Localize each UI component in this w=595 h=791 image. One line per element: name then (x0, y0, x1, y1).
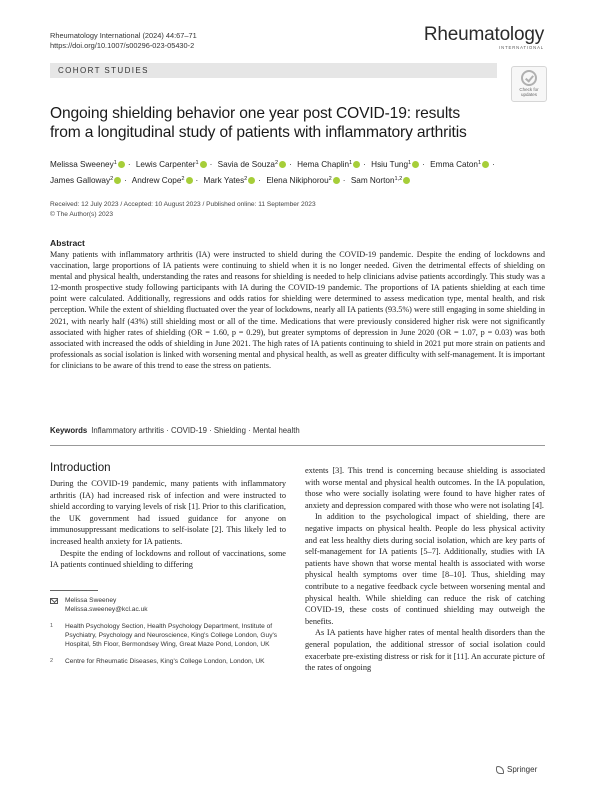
author-list: Melissa Sweeney$^1$ · Lewis Carpenter$^1$ · Savia de Souza$^2$ · Hema Chaplin$^1$ · Hsiu Tung$^1$ · Emma Caton$^1$ · James Galloway$^2$ · Andrew Cope$^2$ · Mark Yates$^2$ · Elena Nikiphorou$^2$ · Sam Norton$^{1,2}$ (50, 160, 495, 185)
section-label: COHORT STUDIES (50, 63, 497, 78)
intro-left-column (50, 478, 286, 571)
check-updates-icon (521, 70, 537, 86)
orcid-icon[interactable] (118, 161, 125, 168)
orcid-icon[interactable] (353, 161, 360, 168)
author[interactable]: Hema Chaplin$^1$ (297, 160, 360, 169)
author[interactable]: Mark Yates$^2$ (204, 176, 256, 185)
check-updates-label-2: updates (520, 92, 537, 97)
affiliation-text: Health Psychology Section, Health Psychology Department, Institute of Psychiatry, Psychology and Neuroscience, King's College London, Guy's Hospital, 5th Floor, Bermondsey Wing, Great Maze Pond, London, UK (65, 623, 278, 648)
publication-dates (50, 200, 316, 220)
paragraph: As IA patients have higher rates of mental health disorders than the general population, the additional stressor of social isolation could exacerbate pre-existing distress or risk for it [11]. An accurate picture of the rates of ongoing (305, 628, 545, 673)
author[interactable]: Lewis Carpenter$^1$ (136, 160, 207, 169)
author[interactable]: Hsiu Tung$^1$ (371, 160, 419, 169)
running-header (50, 31, 197, 51)
publisher-logo (496, 765, 537, 774)
author[interactable]: Andrew Cope$^2$ (132, 176, 193, 185)
paragraph: extents [3]. This trend is concerning because shielding is associated with worse mental and physical health outcomes. In the IA population, those who were socially isolating were found to have higher rates of anxiety and depression compared with those who were not isolating [4]. (305, 466, 545, 510)
paragraph: In addition to the psychological impact of shielding, there are negative impacts on physical health. People do less physical activity and eat less healthy diets during social isolation, which are key parts of self-management for IA patients [5–7]. Additionally, studies with IA patients have shown that worse mental health is associated with worse physical health symptoms over time [8–10]. Thus, shielding may contribute to a negative feedback cycle between worsening mental and physical health. While shielding can reduce the risk of catching COVID-19, these costs of continued shielding may outweigh the benefits. (305, 512, 545, 626)
title-line: from a longitudinal study of patients with inflammatory arthritis (50, 124, 467, 141)
contact-name: Melissa Sweeney (65, 597, 117, 604)
copyright-line: © The Author(s) 2023 (50, 211, 114, 218)
springer-horse-icon (496, 766, 504, 774)
keywords (50, 426, 300, 435)
affiliation-text: Centre for Rheumatic Diseases, King's College London, London, UK (65, 658, 265, 665)
journal-citation: Rheumatology International (2024) 44:67–71 (50, 31, 197, 40)
orcid-icon[interactable] (114, 177, 121, 184)
journal-logo (424, 24, 544, 50)
journal-logo-sub: INTERNATIONAL (499, 45, 544, 50)
keywords-label: Keywords (50, 426, 88, 435)
orcid-icon[interactable] (333, 177, 340, 184)
title-line: Ongoing shielding behavior one year post COVID-19: results (50, 105, 460, 122)
orcid-icon[interactable] (482, 161, 489, 168)
contact-email[interactable]: Melissa.sweeney@kcl.ac.uk (65, 606, 148, 613)
keywords-list: Inflammatory arthritis · COVID-19 · Shielding · Mental health (91, 426, 300, 435)
abstract-text: Many patients with inflammatory arthritis (IA) were instructed to shield during the COVID-19 pandemic. Despite the ending of lockdowns and vaccination, large proportions of IA patients were continuing to shield when it is no longer needed. Given the detrimental effects of shielding on mental and physical health, understanding the rates and reasons for shielding is needed to help clinicians advise patients accordingly. This study was a 12-month prospective study following participants with IA during the COVID-19 pandemic. The proportions of IA patients shielding at each time point were calculated. Additionally, regressions and odds ratios for shielding were determined to assess medication type, mental health, and risk perception. While the extent of shielding fluctuated over the year of lockdowns, nearly all IA patients (93.5%) were still engaging in some shielding in 2021, with nearly half (43%) still shielding most or all of the time. Medications that were previously considered higher risk were not significantly associated with higher rates of shielding (OR = 1.60, p = 0.29), but greater symptoms of depression in June 2020 (OR = 1.07, p = 0.03) was both associated with increased the odds of shielding in June 2021. The high rates of IA patients continuing to shield in 2021 put more strain on patients and professionals as social isolation is linked with worsening mental and physical health, as well as greater difficulty with self-management. It is important for clinicians to be aware of this trend to ease the stress on patients. (50, 250, 545, 370)
affiliation: $^2$ Centre for Rheumatic Diseases, King's College London, London, UK (50, 657, 286, 668)
author[interactable]: Savia de Souza$^2$ (218, 160, 286, 169)
abstract-heading: Abstract (50, 238, 85, 248)
orcid-icon[interactable] (186, 177, 193, 184)
journal-logo-name: Rheumatology (423, 24, 544, 45)
orcid-icon[interactable] (200, 161, 207, 168)
author[interactable]: Melissa Sweeney$^1$ (50, 160, 125, 169)
author[interactable]: James Galloway$^2$ (50, 176, 121, 185)
dates-line: Received: 12 July 2023 / Accepted: 10 August 2023 / Published online: 11 September 2023 (50, 201, 316, 208)
introduction-heading: Introduction (50, 461, 111, 474)
divider (50, 445, 545, 446)
orcid-icon[interactable] (248, 177, 255, 184)
footnote-divider (50, 590, 98, 591)
publisher-name: Springer (507, 765, 538, 774)
author[interactable]: Sam Norton$^{1,2}$ (351, 176, 410, 185)
check-for-updates-button[interactable] (511, 66, 547, 102)
check-updates-label-1: Check for (519, 87, 539, 92)
orcid-icon[interactable] (279, 161, 286, 168)
doi-link[interactable]: https://doi.org/10.1007/s00296-023-05430-2 (50, 41, 195, 50)
orcid-icon[interactable] (412, 161, 419, 168)
intro-right-column (305, 465, 545, 674)
affiliation: $^1$ Health Psychology Section, Health Psychology Department, Institute of Psychiatry, Psychology and Neuroscience, King's College London, Guy's Hospital, 5th Floor, Bermondsey Wing, Great Maze Pond, London, UK (50, 622, 286, 649)
envelope-icon (50, 598, 58, 604)
orcid-icon[interactable] (403, 177, 410, 184)
author[interactable]: Emma Caton$^1$ (430, 160, 489, 169)
corresponding-author (50, 596, 286, 614)
author[interactable]: Elena Nikiphorou$^2$ (266, 176, 339, 185)
paragraph: Despite the ending of lockdowns and rollout of vaccinations, some IA patients continued shielding to differing (50, 548, 286, 570)
paragraph: During the COVID-19 pandemic, many patients with inflammatory arthritis (IA) had increased risk of infection and were instructed to shield according to varying levels of risk [1]. Prior to this clarification, the UK government had issued guidance for anyone on immunosuppressant medications to self-isolate [2]. This likely led to increased health anxiety for IA patients. (50, 479, 286, 546)
footnotes (50, 596, 286, 676)
article-title (50, 104, 520, 142)
